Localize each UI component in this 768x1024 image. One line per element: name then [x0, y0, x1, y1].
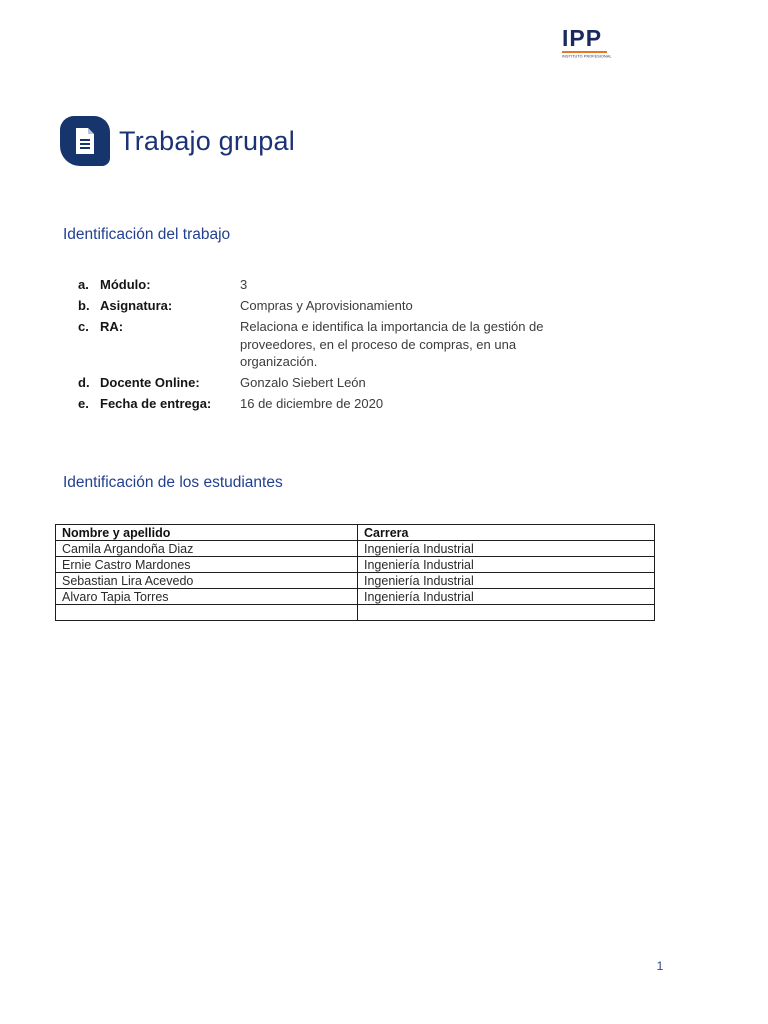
student-name-cell: Ernie Castro Mardones — [56, 557, 358, 573]
table-row — [56, 557, 655, 573]
work-item-label: Módulo: — [100, 277, 151, 292]
table-header-name: Nombre y apellido — [56, 525, 358, 541]
work-item-letter: d. — [78, 375, 90, 390]
student-career-cell: Ingeniería Industrial — [358, 589, 655, 605]
work-item-label: RA: — [100, 319, 124, 334]
work-item — [78, 297, 618, 315]
student-name-cell — [56, 605, 358, 621]
ipp-logo-text: IPP — [562, 25, 603, 51]
work-item-label: Asignatura: — [100, 298, 173, 313]
work-item-value: Gonzalo Siebert León — [240, 375, 366, 390]
page-title: Trabajo grupal — [119, 125, 295, 156]
ipp-logo-accent-rule — [562, 51, 607, 53]
work-item — [78, 374, 618, 392]
work-item-label: Fecha de entrega: — [100, 396, 212, 411]
table-row — [56, 573, 655, 589]
work-item-value: 16 de diciembre de 2020 — [240, 396, 384, 411]
table-row — [56, 589, 655, 605]
student-career-cell — [358, 605, 655, 621]
document-icon-glyph — [72, 126, 98, 156]
section-heading-work: Identificación del trabajo — [63, 226, 231, 243]
work-item — [78, 276, 618, 294]
table-header-row — [56, 525, 655, 541]
title-row — [60, 116, 295, 166]
table-header-career: Carrera — [358, 525, 655, 541]
student-career-cell: Ingeniería Industrial — [358, 541, 655, 557]
work-identification-list — [78, 276, 618, 416]
work-item-letter: a. — [78, 277, 89, 292]
students-table-head — [56, 525, 655, 541]
work-item-value: Compras y Aprovisionamiento — [240, 298, 413, 313]
table-row — [56, 541, 655, 557]
work-item-letter: b. — [78, 298, 90, 313]
work-item-value: 3 — [240, 277, 248, 292]
document-icon — [60, 116, 110, 166]
page-number: 1 — [656, 959, 664, 973]
students-table — [55, 524, 655, 621]
work-item-label: Docente Online: — [100, 375, 200, 390]
work-item-value: Relaciona e identifica la importancia de la gestión de proveedores, en el proceso de compras, en una organización. — [240, 319, 544, 369]
student-name-cell: Camila Argandoña Diaz — [56, 541, 358, 557]
student-career-cell: Ingeniería Industrial — [358, 557, 655, 573]
section-heading-students: Identificación de los estudiantes — [63, 474, 283, 491]
work-item-letter: e. — [78, 396, 89, 411]
students-table-body — [56, 541, 655, 621]
table-row — [56, 605, 655, 621]
student-name-cell: Sebastian Lira Acevedo — [56, 573, 358, 589]
work-item — [78, 318, 618, 371]
work-item-letter: c. — [78, 319, 89, 334]
work-item — [78, 395, 618, 413]
ipp-logo — [562, 26, 612, 61]
ipp-logo-subtext: INSTITUTO PROFESIONAL — [562, 55, 612, 59]
student-name-cell: Alvaro Tapia Torres — [56, 589, 358, 605]
student-career-cell: Ingeniería Industrial — [358, 573, 655, 589]
